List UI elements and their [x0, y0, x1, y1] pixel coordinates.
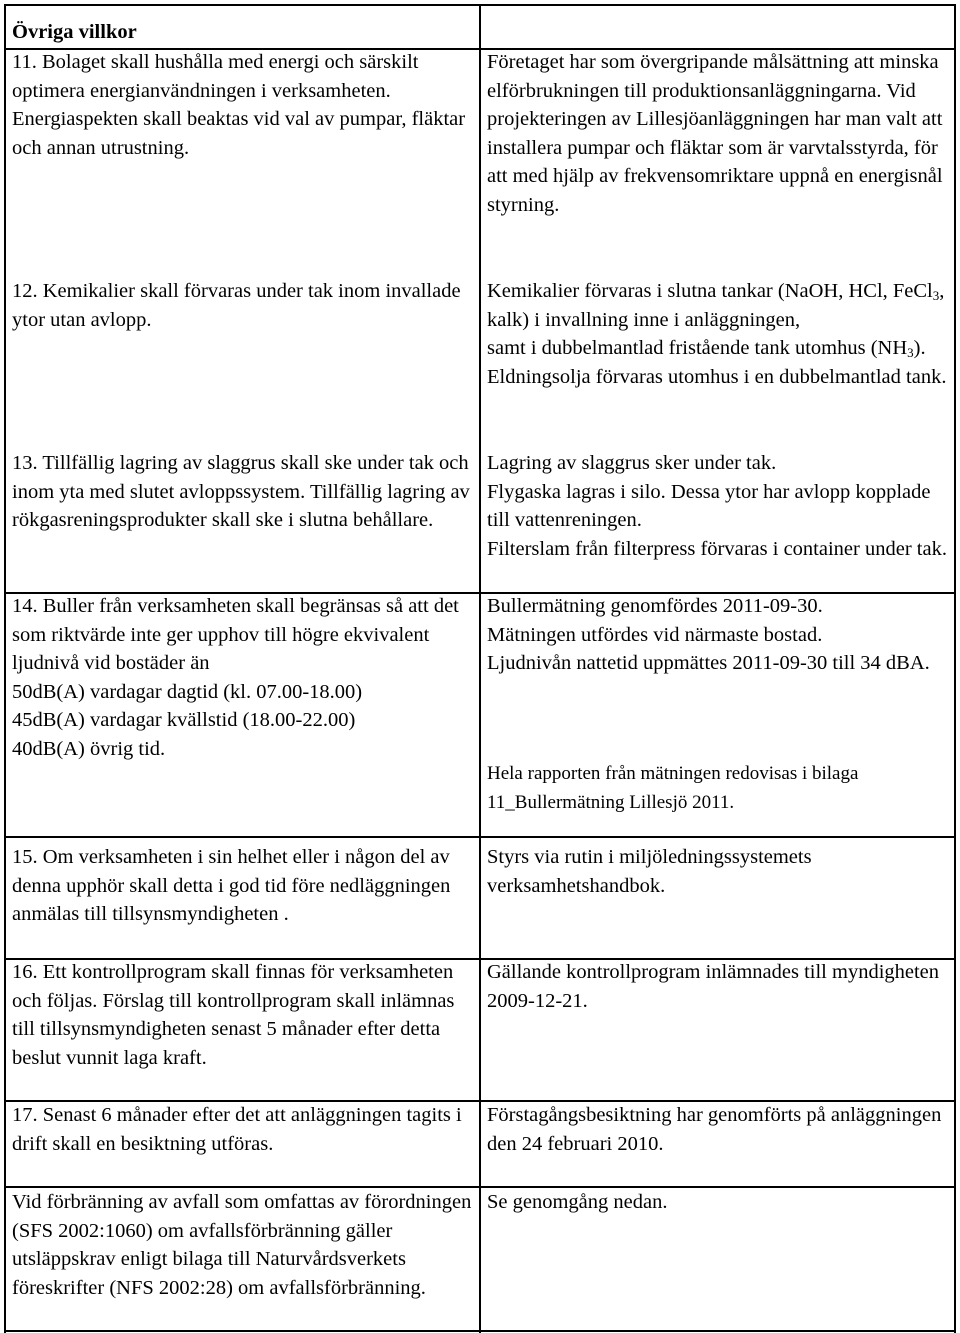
subscript: 3 — [932, 288, 940, 303]
response-14-note: Hela rapporten från mätningen redovisas i bilaga 11_Bullermätning Lillesjö 2011. — [487, 763, 859, 813]
condition-13: 13. Tillfällig lagring av slaggrus skall ske under tak och inom yta med slutet avloppssystem. Tillfällig lagring av rökgasreningsprodukter skall ske i slutna behållare. — [12, 452, 470, 532]
table-border-bottom — [4, 1330, 955, 1332]
condition-17: 17. Senast 6 månader efter det att anläggningen tagits i drift skall en besiktning utföras. — [12, 1104, 462, 1155]
table-border-right — [954, 4, 956, 1333]
response-13-line: Lagring av slaggrus sker under tak. — [487, 452, 777, 474]
condition-14-line: 14. Buller från verksamheten skall begränsas så att det som riktvärde inte ger upphov till högre ekvivalent ljudnivå vid bostäder än — [12, 595, 459, 675]
response-12-text: ). Eldningsolja förvaras utomhus i en dubbelmantlad tank. — [487, 337, 947, 388]
response-13-line: Filterslam från filterpress förvaras i container under tak. — [487, 537, 947, 560]
response-14-line: Bullermätning genomfördes 2011-09-30. — [487, 595, 823, 617]
response-12-text: Kemikalier förvaras i slutna tankar (NaOH, HCl, FeCl — [487, 280, 933, 302]
response-12 — [487, 277, 953, 391]
condition-14-line: 40dB(A) övrig tid. — [12, 737, 166, 760]
response-17: Förstagångsbesiktning har genomförts på anläggningen den 24 februari 2010. — [487, 1104, 942, 1155]
condition-14-line: 50dB(A) vardagar dagtid (kl. 07.00-18.00) — [12, 680, 363, 703]
response-waste-incineration: Se genomgång nedan. — [487, 1191, 668, 1213]
condition-12: 12. Kemikalier skall förvaras under tak inom invallade ytor utan avlopp. — [12, 280, 461, 331]
response-13-line: Flygaska lagras i silo. Dessa ytor har avlopp kopplade till vattenreningen. — [487, 480, 931, 532]
condition-14-line: 45dB(A) vardagar kvällstid (18.00-22.00) — [12, 709, 356, 732]
condition-16: 16. Ett kontrollprogram skall finnas för verksamheten och följas. Förslag till kontrollprogram skall inlämnas till tillsynsmyndigheten senast 5 månader efter detta beslut vunnit laga kraft. — [12, 961, 455, 1069]
subscript: 3 — [907, 345, 914, 361]
condition-14 — [12, 592, 474, 764]
response-14-line: Mätningen utfördes vid närmaste bostad. — [487, 623, 823, 646]
condition-15: 15. Om verksamheten i sin helhet eller i någon del av denna upphör skall detta i god tid före nedläggningen anmälas till tillsynsmyndigheten . — [12, 846, 451, 926]
response-11: Företaget har som övergripande målsättning att minska elförbrukningen till produktionsanläggningarna. Vid projekteringen av Lillesjöanläggningen har man valt att installera pumpar och fläktar som är varvtalsstyrda, för att med hjälp av frekvensomriktare uppnå en energisnål styrning. — [487, 51, 943, 216]
row-divider — [4, 836, 955, 838]
response-15: Styrs via rutin i miljöledningssystemets verksamhetshandbok. — [487, 846, 812, 897]
response-12-text: samt i dubbelmantlad fristående tank utomhus (NH — [487, 337, 908, 360]
condition-waste-incineration: Vid förbränning av avfall som omfattas av förordningen (SFS 2002:1060) om avfallsförbränning gäller utsläppskrav enligt bilaga till Naturvårdsverkets föreskrifter (NFS 2002:28) om avfallsförbränning. — [12, 1191, 472, 1299]
table-column-divider — [479, 4, 481, 1333]
table-border-left — [4, 4, 6, 1333]
response-16: Gällande kontrollprogram inlämnades till myndigheten 2009-12-21. — [487, 961, 940, 1012]
response-14-line: Ljudnivån nattetid uppmättes 2011-09-30 till 34 dBA. — [487, 652, 930, 675]
table-border-top — [4, 4, 955, 6]
condition-11: 11. Bolaget skall hushålla med energi och särskilt optimera energianvändningen i verksamheten. Energiaspekten skall beaktas vid val av pumpar, fläktar och annan utrustning. — [12, 51, 466, 159]
response-13 — [487, 449, 953, 563]
response-12-text: , kalk) i invallning inne i anläggningen, — [487, 280, 945, 331]
response-14 — [487, 592, 953, 678]
section-title: Övriga villkor — [12, 21, 137, 43]
